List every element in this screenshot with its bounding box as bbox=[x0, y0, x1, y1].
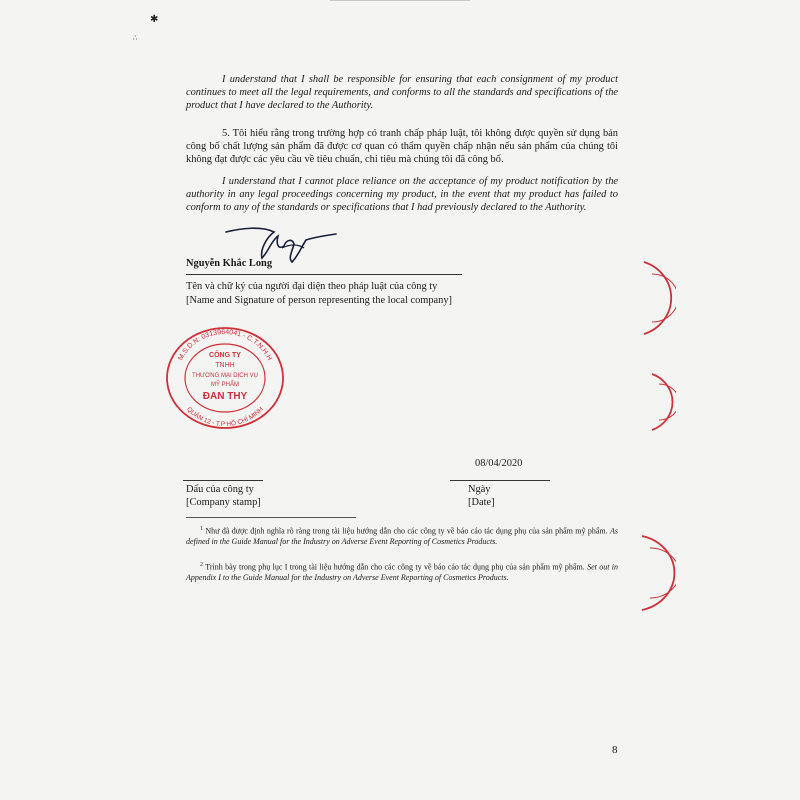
ink-speck: ∴ bbox=[133, 34, 138, 42]
page-number: 8 bbox=[612, 744, 618, 756]
footnote-1 bbox=[186, 524, 618, 547]
signature-label-english: [Name and Signature of person representing the local company] bbox=[186, 295, 453, 306]
partial-stamp-edge-2 bbox=[650, 370, 676, 434]
paragraph-5-vietnamese: 5. Tôi hiểu rằng trong trường hợp có tranh chấp pháp luật, tôi không được quyền sử dụng bản công bố chất lượng sản phẩm đã được cơ quan có thẩm quyền chấp nhận nếu sản phẩm của chúng tôi không đạt được các yêu cầu về tiêu chuẩn, chỉ tiêu mà chúng tôi đã công bố. bbox=[186, 128, 618, 166]
footnote-1-english: As defined in the Guide Manual for the Industry on Adverse Event Reporting of Cosmetics Products. bbox=[186, 526, 619, 546]
company-stamp-label-english: [Company stamp] bbox=[186, 497, 261, 508]
stamp-tax-code: M.S.D.N: 0313964041 - C.T.N.H.H bbox=[177, 328, 273, 362]
ink-speck: ✱ bbox=[150, 14, 159, 25]
stamp-line bbox=[183, 480, 263, 481]
date-value: 08/04/2020 bbox=[475, 458, 523, 469]
company-stamp-label-vietnamese: Dấu của công ty bbox=[186, 484, 254, 495]
footnote-1-number: 1 bbox=[200, 526, 203, 532]
partial-stamp-edge-3 bbox=[640, 532, 676, 614]
signature-line bbox=[186, 274, 462, 275]
footnote-2-english: Set out in Appendix I to the Guide Manual for the Industry on Adverse Event Reporting of Cosmetics Products. bbox=[186, 562, 619, 582]
paragraph-4-english: I understand that I shall be responsible for ensuring that each consignment of my product continues to meet all the legal requirements, and conforms to all the standards and specifications of the product that I have declared to the Authority. bbox=[186, 74, 618, 112]
stamp-line-4: MỸ PHẨM bbox=[210, 382, 240, 388]
stamp-line-3: THƯƠNG MẠI DỊCH VỤ bbox=[192, 373, 258, 379]
footnote-1-vietnamese: Như đã được định nghĩa rõ ràng trong tài liệu hướng dẫn cho các công ty về báo cáo tác dụng phụ của sản phẩm mỹ phẩm. bbox=[205, 526, 608, 536]
stamp-line-1: CÔNG TY bbox=[209, 352, 241, 359]
paragraph-5-english: I understand that I cannot place reliance on the acceptance of my product notification by the authority in any legal proceedings concerning my product, in the event that my product has failed to conform to any of the standards or specifications that I had previously declared to the Authority. bbox=[186, 176, 618, 214]
company-stamp bbox=[164, 326, 286, 430]
stamp-line-5: ĐAN THY bbox=[202, 391, 248, 402]
footnote-2 bbox=[186, 560, 618, 583]
signature-label-vietnamese: Tên và chữ ký của người đại diện theo pháp luật của công ty bbox=[186, 281, 438, 292]
svg-text:QUẬN 12 - T.P HỒ CHÍ MINH bbox=[185, 406, 265, 428]
footnote-separator bbox=[186, 517, 356, 518]
footnote-2-number: 2 bbox=[200, 562, 203, 568]
date-label-vietnamese: Ngày bbox=[468, 484, 491, 495]
partial-stamp-edge-1 bbox=[642, 258, 676, 338]
stamp-line-2: TNHH bbox=[215, 362, 235, 369]
footnote-2-vietnamese: Trình bày trong phụ lục I trong tài liệu hướng dẫn cho các công ty về báo cáo tác dụng phụ của sản phẩm mỹ phẩm. bbox=[205, 562, 585, 572]
stamp-address: QUẬN 12 - T.P HỒ CHÍ MINH bbox=[185, 405, 265, 429]
date-line bbox=[450, 480, 550, 481]
signatory-name: Nguyễn Khắc Long bbox=[186, 258, 273, 269]
date-label-english: [Date] bbox=[468, 497, 495, 508]
page-top-edge bbox=[330, 0, 470, 1]
